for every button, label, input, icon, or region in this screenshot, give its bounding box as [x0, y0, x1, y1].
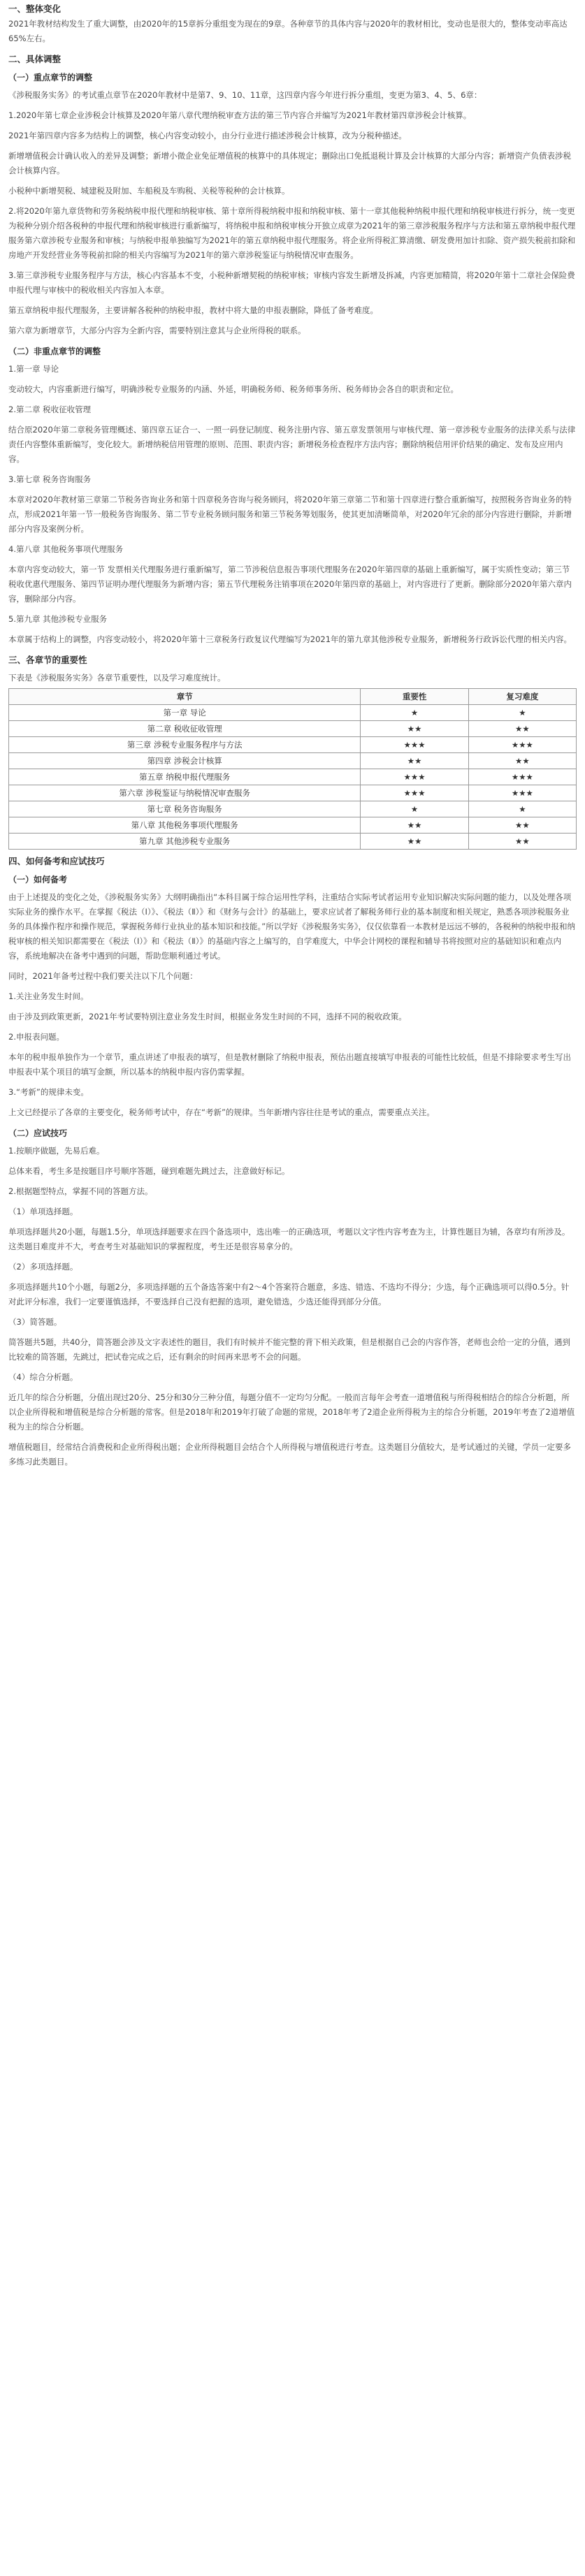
difficulty-cell: ★★ — [468, 817, 576, 834]
importance-cell: ★ — [361, 801, 468, 817]
table-row — [9, 753, 577, 769]
subsection-title: （二）应试技巧 — [8, 1128, 68, 1138]
paragraph: 1.关注业务发生时间。 — [8, 991, 89, 1001]
importance-cell: ★★★ — [361, 737, 468, 753]
paragraph: 近几年的综合分析题，分值出现过20分、25分和30分三种分值，每题分值不一定均匀分配。一般而言每年会考查一道增值税与所得税相结合的综合分析题，所以企业所得税和增值税是综合分析题的常客。但是2018年和2019年打破了命题的常规，2018年考了2道企业所得税为主的综合分析题，2019年考查了2道增值税为主的综合分析题。 — [8, 1392, 575, 1432]
section-chapter-importance — [8, 653, 577, 850]
difficulty-cell: ★★★ — [468, 737, 576, 753]
paragraph: 本年的税申报单独作为一个章节，重点讲述了申报表的填写，但是教材删除了纳税申报表，预估出题直接填写申报表的可能性比较低，但是不排除要求考生写出申报表中某个项目的填写金额，所以基本的纳税申报内容仍需掌握。 — [8, 1052, 571, 1077]
chapter-cell: 第七章 税务咨询服务 — [9, 801, 361, 817]
paragraph: （3）简答题。 — [8, 1317, 62, 1327]
paragraph: 5.第九章 其他涉税专业服务 — [8, 614, 108, 624]
paragraph: 3.“考新”的规律未变。 — [8, 1087, 89, 1097]
paragraph: 2021年教材结构发生了重大调整，由2020年的15章拆分重组变为现在的9章。各种章节的具体内容与2020年的教材相比，变动也是很大的，整体变动率高达65%左右。 — [8, 19, 568, 43]
difficulty-cell: ★★★ — [468, 785, 576, 801]
paragraph: 第六章为新增章节，大部分内容为全新内容，需要特别注意其与企业所得税的联系。 — [8, 326, 306, 335]
paragraph: 单项选择题共20小题，每题1.5分，单项选择题要求在四个备选项中，选出唯一的正确选项，考题以文字性内容考查为主，计算性题目为辅，各章均有所涉及。这类题目难度并不大，考查考生对基础知识的掌握程度，考生还是很容易拿分的。 — [8, 1227, 570, 1251]
chapter-cell: 第三章 涉税专业服务程序与方法 — [9, 737, 361, 753]
paragraph: 变动较大，内容重新进行编写，明确涉税专业服务的内涵、外延，明确税务师、税务师事务所、税务师协会各自的职责和定位。 — [8, 384, 458, 394]
chapter-cell: 第八章 其他税务事项代理服务 — [9, 817, 361, 834]
paragraph: 4.第八章 其他税务事项代理服务 — [8, 544, 124, 554]
chapter-cell: 第四章 涉税会计核算 — [9, 753, 361, 769]
paragraph: 新增增值税会计确认收入的差异及调整；新增小微企业免征增值税的核算中的具体规定；删除出口免抵退税计算及会计核算的大部分内容；新增资产负债表涉税会计核算内容。 — [8, 151, 571, 175]
paragraph: 2.申报表问题。 — [8, 1032, 64, 1042]
paragraph: 小税种中新增契税、城建税及附加、车船税及车购税、关税等税种的会计核算。 — [8, 186, 290, 196]
paragraph: 简答题共5题，共40分，简答题会涉及文字表述性的题目，我们有时候并不能完整的背下相关政策，但是根据自己会的内容作答，老师也会给一定的分值，遇到比较难的简答题，先跳过，把试卷完成之后，还有剩余的时间再来思考不会的问题。 — [8, 1337, 570, 1362]
paragraph: （4）综合分析题。 — [8, 1372, 78, 1382]
difficulty-cell: ★★ — [468, 834, 576, 850]
difficulty-cell: ★★★ — [468, 769, 576, 785]
importance-cell: ★★ — [361, 834, 468, 850]
paragraph: 结合原2020年第二章税务管理概述、第四章五证合一、一照一码登记制度、税务注册内容、第五章发票领用与审核代理、第一章涉税专业服务的法律关系与法律责任内容整体重新编写，变化较大。新增纳税信用管理的原则、范围、职责内容；新增税务检查程序方法内容；删除纳税信用评价结果的确定、发布及应用内容。 — [8, 425, 576, 464]
section-title: 一、整体变化 — [8, 3, 62, 14]
importance-cell: ★★★ — [361, 769, 468, 785]
table-row — [9, 769, 577, 785]
paragraph: 总体来看，考生多是按题目序号顺序答题，碰到难题先跳过去，注意做好标记。 — [8, 1166, 290, 1176]
paragraph: 第五章纳税申报代理服务，主要讲解各税种的纳税申报，教材中将大量的申报表删除，降低了备考难度。 — [8, 305, 378, 315]
paragraph: 本章内容变动较大，第一节 发票相关代理服务进行重新编写，第二节涉税信息报告事项代理服务在2020年第四章的基础上重新编写，属于实质性变动；第三节税收优惠代理服务、第四节证明办理代理服务为新增内容；第五节代理税务注销事项在2020年第四章的基础上，对内容进行了更新。删除部分2020年第六章内容，删除部分内容。 — [8, 565, 572, 604]
paragraph: 2.将2020年第九章货物和劳务税纳税申报代理和纳税审核、第十章所得税纳税申报和纳税审核、第十一章其他税种纳税申报代理和纳税审核进行拆分，统一变更为税种分别介绍各税种的申报代理和纳税审核进行重新编写，将纳税申报和纳税审核分开独立成章为2021年的第三章涉税服务程序与方法和第五章纳税申报代理服务第六章涉税专业服务和审核；与纳税申报单独编写为2021年的第五章纳税申报代理服务。将企业所得税汇算清缴、研发费用加计扣除、资产损失税前扣除和房地产开发经营业务等税前扣除的相关内容编写为2021年的第六章涉税鉴证与纳税情况审查服务。 — [8, 206, 576, 260]
table-row — [9, 834, 577, 850]
importance-cell: ★ — [361, 705, 468, 721]
section-specific-adjustments — [8, 52, 577, 647]
table-row — [9, 705, 577, 721]
paragraph: （1）单项选择题。 — [8, 1207, 78, 1216]
paragraph: 由于上述提及的变化之处，《涉税服务实务》大纲明确指出“本科目属于综合运用性学科，注重结合实际考试者运用专业知识解决实际问题的能力，以及处理各项实际业务的操作水平。在掌握《税法（Ⅰ）》、《税法（Ⅱ）》和《财务与会计》的基础上，要求应试者了解税务师行业的基本制度和相关规定，熟悉各项涉税服务业务的具体操作程序和操作规范，掌握税务师行业执业的基本知识和技能。”所以学好《涉税服务实务》，仅仅依靠看一本教材是远远不够的，各税种的纳税申报和纳税审核的相关知识都需要在《税法（Ⅰ）》和《税法（Ⅱ）》的基础内容之上编写的，自学难度大，中华会计网校的课程和辅导书将按照对应的基础知识和难点内容，系统地解决在备考中遇到的问题，帮助您顺利通过考试。 — [8, 892, 575, 961]
subsection-title: （一）如何备考 — [8, 875, 68, 885]
chapter-cell: 第一章 导论 — [9, 705, 361, 721]
paragraph: 同时，2021年备考过程中我们要关注以下几个问题： — [8, 971, 198, 981]
table-row — [9, 737, 577, 753]
chapter-cell: 第二章 税收征收管理 — [9, 721, 361, 737]
subsection-title: （一）重点章节的调整 — [8, 73, 93, 82]
table-row — [9, 801, 577, 817]
difficulty-cell: ★ — [468, 801, 576, 817]
importance-cell: ★★ — [361, 817, 468, 834]
paragraph: 增值税题目，经常结合消费税和企业所得税出题；企业所得税题目会结合个人所得税与增值税进行考查。这类题目分值较大，是考试通过的关键，学员一定要多多练习此类题目。 — [8, 1442, 571, 1467]
section-title: 四、如何备考和应试技巧 — [8, 856, 105, 866]
paragraph: 上文已经提示了各章的主要变化，税务师考试中，存在“考新”的规律。当年新增内容往往是考试的重点，需要重点关注。 — [8, 1107, 435, 1117]
chapter-cell: 第六章 涉税鉴证与纳税情况审查服务 — [9, 785, 361, 801]
table-row — [9, 721, 577, 737]
paragraph: 2.第二章 税收征收管理 — [8, 405, 92, 414]
table-row — [9, 817, 577, 834]
importance-table — [8, 688, 577, 850]
paragraph: 2021年第四章内容多为结构上的调整，核心内容变动较小，由分行业进行描述涉税会计核算，改为分税种描述。 — [8, 131, 407, 140]
section-title: 三、各章节的重要性 — [8, 655, 87, 665]
paragraph: 3.第七章 税务咨询服务 — [8, 474, 92, 484]
section-overall-change — [8, 1, 577, 46]
difficulty-cell: ★ — [468, 705, 576, 721]
importance-cell: ★★ — [361, 721, 468, 737]
paragraph: 下表是《涉税服务实务》各章节重要性，以及学习难度统计。 — [8, 673, 226, 683]
paragraph: 2.根据题型特点，掌握不同的答题方法。 — [8, 1186, 153, 1196]
section-title: 二、具体调整 — [8, 54, 62, 64]
section-prep-and-tips — [8, 854, 577, 1469]
table-header-row — [9, 689, 577, 705]
importance-cell: ★★ — [361, 753, 468, 769]
chapter-cell: 第五章 纳税申报代理服务 — [9, 769, 361, 785]
paragraph: 《涉税服务实务》的考试重点章节在2020年教材中是第7、9、10、11章，这四章内容今年进行拆分重组，变更为第3、4、5、6章： — [8, 90, 482, 100]
importance-cell: ★★★ — [361, 785, 468, 801]
paragraph: 由于涉及到政策更新，2021年考试要特别注意业务发生时间，根据业务发生时间的不同，选择不同的税收政策。 — [8, 1012, 407, 1021]
subsection-title: （二）非重点章节的调整 — [8, 347, 101, 356]
chapter-cell: 第九章 其他涉税专业服务 — [9, 834, 361, 850]
paragraph: 1.第一章 导论 — [8, 364, 59, 374]
column-header-difficulty: 复习难度 — [468, 689, 576, 705]
column-header-chapter: 章节 — [9, 689, 361, 705]
paragraph: 1.按顺序做题，先易后难。 — [8, 1146, 105, 1156]
paragraph: 本章属于结构上的调整，内容变动较小，将2020年第十三章税务行政复议代理编写为2021年的第九章其他涉税专业服务，新增税务行政诉讼代理的相关内容。 — [8, 634, 572, 644]
paragraph: 本章对2020年教材第三章第二节税务咨询业务和第十四章税务咨询与税务顾问，将2020年第三章第二节和第十四章进行整合重新编写，按照税务咨询业务的特点，形成2021年第一节一般税务咨询服务、第二节专业税务顾问服务和第三节税务筹划服务，使其更加清晰简单，对2020年冗余的部分内容进行删除，并新增部分内容及案例分析。 — [8, 495, 572, 534]
table-row — [9, 785, 577, 801]
paragraph: 1.2020年第七章企业涉税会计核算及2020年第八章代理纳税审查方法的第三节内容合并编写为2021年教材第四章涉税会计核算。 — [8, 110, 472, 120]
column-header-importance: 重要性 — [361, 689, 468, 705]
difficulty-cell: ★★ — [468, 753, 576, 769]
paragraph: 多项选择题共10个小题，每题2分，多项选择题的五个备选答案中有2～4个答案符合题意，多选、错选、不选均不得分；少选，每个正确选项可以得0.5分。针对此评分标准，我们一定要谨慎选择，不要选择自己没有把握的选项，避免错选，少选还能得到部分分值。 — [8, 1282, 570, 1307]
paragraph: 3.第三章涉税专业服务程序与方法，核心内容基本不变，小税种新增契税的纳税审核；审核内容发生新增及拆减，内容更加精简，将2020年第十二章社会保险费申报代理与审核中的税收相关内容加入本章。 — [8, 270, 575, 295]
difficulty-cell: ★★ — [468, 721, 576, 737]
paragraph: （2）多项选择题。 — [8, 1262, 78, 1272]
